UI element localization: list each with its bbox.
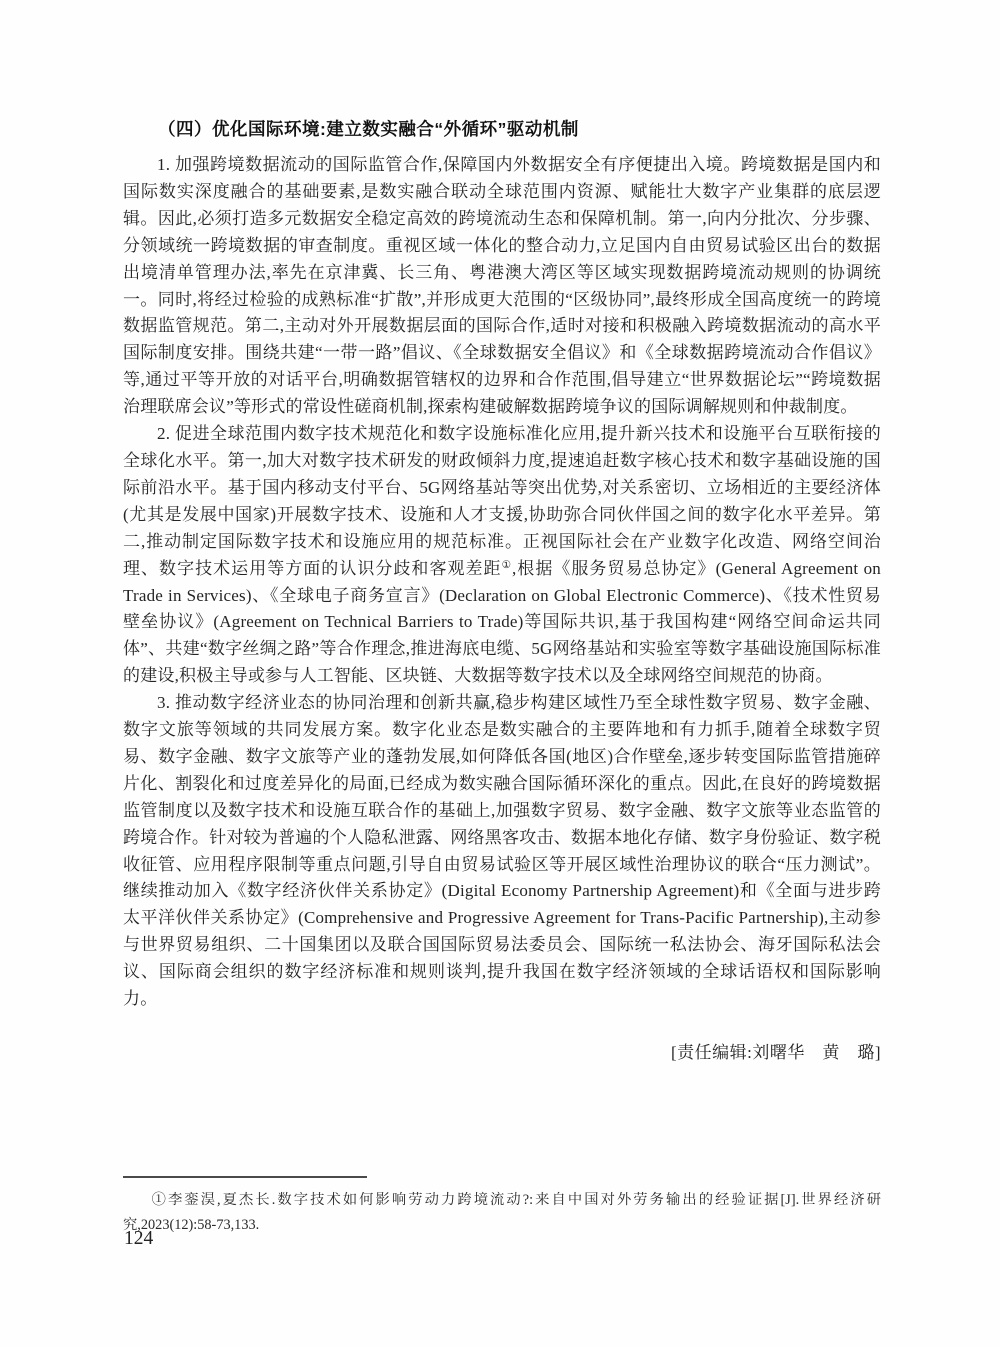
footnote-1-text: 李銮淏,夏杰长.数字技术如何影响劳动力跨境流动?:来自中国对外劳务输出的经验证据[J].世界经济研究,2023(12):58-73,133. [123, 1192, 881, 1233]
footnote-reference-marker: ① [501, 559, 513, 571]
paragraph-2-text-after-note: ,根据《服务贸易总协定》(General Agreement on Trade in Services)、《全球电子商务宣言》(Declaration on Global Electronic Commerce)、《技术性贸易壁垒协议》(Agreement on Technical Barriers to Trade)等国际共识,基于我国构建“网络空间命运共同体”、共建“数字丝绸之路”等合作理念,推进海底电缆、5G网络基站和实验室等数字基础设施国际标准的建设,积极主导或参与人工智能、区块链、大数据等数字技术以及全球网络空间规范的协商。 [123, 558, 882, 686]
paragraph-2-text-before-note: 2. 促进全球范围内数字技术规范化和数字设施标准化应用,提升新兴技术和设施平台互联衔接的全球化水平。第一,加大对数字技术研发的财政倾斜力度,提速追赶数字核心技术和数字基础设施的国际前沿水平。基于国内移动支付平台、5G网络基站等突出优势,对关系密切、立场相近的主要经济体(尤其是发展中国家)开展数字技术、设施和人才支援,协助弥合同伙伴国之间的数字化水平差异。第二,推动制定国际数字技术和设施应用的规范标准。正视国际社会在产业数字化改造、网络空间治理、数字技术运用等方面的认识分歧和客观差距 [123, 424, 881, 578]
footnote-1-marker: ① [151, 1192, 168, 1208]
footnote-area [123, 1176, 881, 1238]
responsible-editor-credit: [责任编辑:刘曙华 黄 璐] [670, 1043, 881, 1062]
footnote-1 [123, 1188, 881, 1238]
article-body [123, 116, 881, 1066]
paragraph-2 [123, 421, 881, 690]
footnote-divider [123, 1176, 367, 1178]
section-heading: （四）优化国际环境:建立数实融合“外循环”驱动机制 [158, 119, 579, 139]
paragraph-3: 3. 推动数字经济业态的协同治理和创新共赢,稳步构建区域性乃至全球性数字贸易、数字金融、数字文旅等领域的共同发展方案。数字化业态是数实融合的主要阵地和有力抓手,随着全球数字贸易、数字金融、数字文旅等产业的蓬勃发展,如何降低各国(地区)合作壁垒,逐步转变国际监管措施碎片化、割裂化和过度差异化的局面,已经成为数实融合国际循环深化的重点。因此,在良好的跨境数据监管制度以及数字技术和设施互联合作的基础上,加强数字贸易、数字金融、数字文旅等业态监管的跨境合作。针对较为普遍的个人隐私泄露、网络黑客攻击、数据本地化存储、数字身份验证、数字税收征管、应用程序限制等重点问题,引导自由贸易试验区等开展区域性治理协议的联合“压力测试”。继续推动加入《数字经济伙伴关系协定》(Digital Economy Partnership Agreement)和《全面与进步跨太平洋伙伴关系协定》(Comprehensive and Progressive Agreement for Trans-Pacific Partnership),主动参与世界贸易组织、二十国集团以及联合国国际贸易法委员会、国际统一私法协会、海牙国际私法会议、国际商会组织的数字经济标准和规则谈判,提升我国在数字经济领域的全球话语权和国际影响力。 [123, 693, 881, 1009]
paragraph-1: 1. 加强跨境数据流动的国际监管合作,保障国内外数据安全有序便捷出入境。跨境数据是国内和国际数实深度融合的基础要素,是数实融合联动全球范围内资源、赋能壮大数字产业集群的底层逻辑。因此,必须打造多元数据安全稳定高效的跨境流动生态和保障机制。第一,向内分批次、分步骤、分领域统一跨境数据的审查制度。重视区域一体化的整合动力,立足国内自由贸易试验区出台的数据出境清单管理办法,率先在京津冀、长三角、粤港澳大湾区等区域实现数据跨境流动规则的协调统一。同时,将经过检验的成熟标准“扩散”,并形成更大范围的“区级协同”,最终形成全国高度统一的跨境数据监管规范。第二,主动对外开展数据层面的国际合作,适时对接和积极融入跨境数据流动的高水平国际制度安排。围绕共建“一带一路”倡议、《全球数据安全倡议》和《全球数据跨境流动合作倡议》等,通过平等开放的对话平台,明确数据管辖权的边界和合作范围,倡导建立“世界数据论坛”“跨境数据治理联席会议”等形式的常设性磋商机制,探索构建破解数据跨境争议的国际调解规则和仲裁制度。 [123, 155, 881, 417]
page-number: 124 [124, 1228, 154, 1249]
